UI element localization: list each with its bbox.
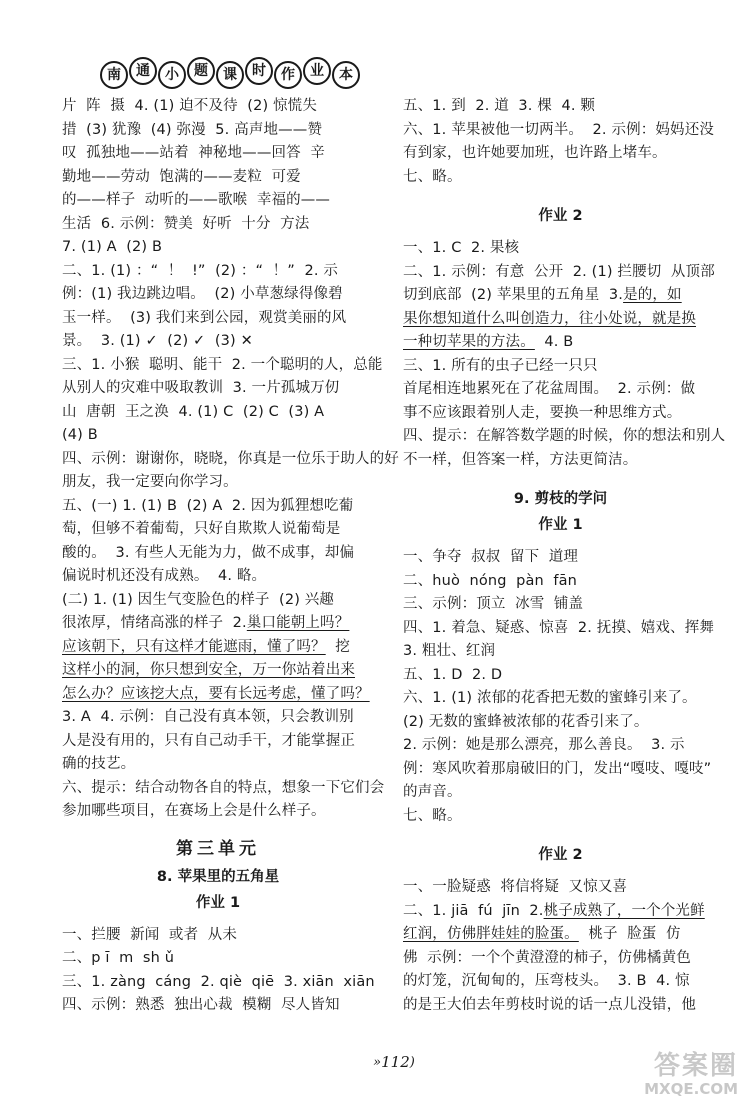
answer-line: 的——样子 动听的——歌喉 幸福的—— xyxy=(62,192,331,208)
answer-line: 四、示例：熟悉 独出心裁 模糊 尽人皆知 xyxy=(62,997,340,1013)
page-ornament-icon: ) xyxy=(409,1054,415,1070)
underlined-answer: 桃子成熟了，一个个光鲜 xyxy=(543,902,705,919)
answer-line: 2. 示例：她是那么漂亮，那么善良。 3. 示 xyxy=(403,737,685,753)
answer-line xyxy=(403,923,718,947)
answer-text: 二、1. jiā fú jīn 2. xyxy=(403,902,544,919)
answer-line: 萄，但够不着葡萄，只好自欺欺人说葡萄是 xyxy=(62,521,341,537)
book-series-header xyxy=(100,60,361,90)
answer-line: 六、1. (1) 浓郁的花香把无数的蜜蜂引来了。 xyxy=(403,690,697,706)
right-column xyxy=(403,95,726,1017)
underlined-answer: 怎么办？应该挖大点，要有长远考虑，懂了吗？ xyxy=(62,685,370,702)
header-char: 课 xyxy=(216,61,244,89)
answer-line: 生活 6. 示例：赞美 好听 十分 方法 xyxy=(62,215,310,232)
answer-line: 五、1. 到 2. 道 3. 棵 4. 颗 xyxy=(403,98,596,114)
answer-block xyxy=(403,95,718,189)
answer-line: 景。 3. (1) ✓ (2) ✓ (3) ✕ xyxy=(62,333,253,349)
answer-line: 例：寒风吹着那扇破旧的门，发出“嘎吱、嘎吱” xyxy=(403,760,712,777)
answer-text: 切到底部 (2) 苹果里的五角星 3. xyxy=(403,287,624,303)
answer-line: 有到家，也许她要加班，也许路上堵车。 xyxy=(403,145,667,161)
page-number-text: 112 xyxy=(381,1053,410,1071)
answer-line: (2) 无数的蜜蜂被浓郁的花香引来了。 xyxy=(403,713,649,730)
answer-line: 山 唐朝 王之涣 4. (1) C (2) C (3) A xyxy=(62,403,325,420)
answer-text: 很浓厚，情绪高涨的样子 2. xyxy=(62,615,247,631)
answer-line: 三、1. 小猴 聪明、能干 2. 一个聪明的人，总能 xyxy=(62,356,383,373)
answer-block xyxy=(403,546,718,828)
answer-text: 桃子 脸蛋 仿 xyxy=(578,926,681,942)
answer-text: 挖 xyxy=(325,638,350,655)
homework-title: 作业 2 xyxy=(538,208,583,224)
watermark xyxy=(608,1052,738,1102)
answer-line: 一、拦腰 新闻 或者 从未 xyxy=(62,926,238,943)
answer-line: 例：(1) 我边跳边唱。 (2) 小草葱绿得像碧 xyxy=(62,286,343,302)
underlined-answer: 巢口能朝上吗？ xyxy=(246,615,350,631)
underlined-answer: 果你想知道什么叫创造力，往小处说，就是换 xyxy=(403,310,696,327)
answer-line: 七、略。 xyxy=(403,168,462,185)
answer-line xyxy=(403,331,718,355)
answer-line xyxy=(62,612,374,636)
answer-block xyxy=(403,876,718,900)
answer-line: 片 阵 摄 4. (1) 迫不及待 (2) 惊慌失 xyxy=(62,98,317,114)
answer-line: 一、一脸疑惑 将信将疑 又惊又喜 xyxy=(403,879,628,895)
answer-line: 四、示例：谢谢你，晓晓，你真是一位乐于助人的好 xyxy=(62,450,399,467)
header-char: 时 xyxy=(245,57,273,85)
underlined-answer: 一种切苹果的方法。 xyxy=(403,334,535,350)
answer-line: 三、示例：顶立 冰雪 铺盖 xyxy=(403,596,584,612)
answer-line: 首尾相连地累死在了花盆周围。 2. 示例：做 xyxy=(403,381,696,397)
answer-line: 叹 孤独地——站着 神秘地——回答 辛 xyxy=(62,145,325,161)
answer-line: 佛 示例：一个个黄澄澄的柿子，仿佛橘黄色 xyxy=(403,949,691,966)
homework-title: 作业 1 xyxy=(538,517,583,533)
answer-line: 参加哪些项目，在赛场上会是什么样子。 xyxy=(62,803,326,819)
answer-line: 3. A 4. 示例：自己没有真本领，只会教训别 xyxy=(62,709,354,725)
answer-block xyxy=(403,237,718,284)
answer-line xyxy=(403,284,718,308)
answer-line: 勤地——劳动 饱满的——麦粒 可爱 xyxy=(62,168,301,185)
header-char: 小 xyxy=(158,61,186,89)
answer-line: 玉一样。 (3) 我们来到公园，观赏美丽的风 xyxy=(62,309,347,326)
answer-line: 3. 粗壮、红润 xyxy=(403,643,496,659)
unit-title: 第三单元 xyxy=(176,838,260,859)
answer-block xyxy=(403,947,718,1018)
answer-block xyxy=(62,706,385,824)
answer-line: 二、1. 示例：有意 公开 2. (1) 拦腰切 从顶部 xyxy=(403,263,715,280)
header-char: 通 xyxy=(129,57,157,85)
underlined-answer: 是的，如 xyxy=(623,287,682,303)
answer-line: 的是王大伯去年剪枝时说的话一点儿没错，他 xyxy=(403,996,696,1013)
header-char: 南 xyxy=(100,61,128,89)
answer-line: 人是没有用的，只有自己动手干，才能掌握正 xyxy=(62,732,355,749)
answer-line: 二、1. (1) ：“ ！ !” (2) ：“ ！” 2. 示 xyxy=(62,262,339,279)
answer-line: 朋友，我一定要向你学习。 xyxy=(62,474,238,490)
lesson-title: 9. 剪枝的学问 xyxy=(513,491,608,507)
answer-line: 六、1. 苹果被他一切两半。 2. 示例：妈妈还没 xyxy=(403,121,715,138)
answer-line: 从别人的灾难中吸取教训 3. 一片孤城万仞 xyxy=(62,380,340,396)
answer-line: 偏说时机还没有成熟。 4. 略。 xyxy=(62,568,267,584)
header-char: 业 xyxy=(303,57,331,85)
lesson-title: 8. 苹果里的五角星 xyxy=(156,868,280,885)
answer-line: 7. (1) A (2) B xyxy=(62,239,163,255)
underlined-answer: 红润，仿佛胖娃娃的脸蛋。 xyxy=(403,926,579,942)
page-number xyxy=(362,1048,426,1076)
header-char: 题 xyxy=(187,57,215,85)
answer-line: (4) B xyxy=(62,427,98,443)
answer-line: 一、1. C 2. 果核 xyxy=(403,240,520,256)
watermark-site: MXQE.COM xyxy=(644,1080,738,1098)
answer-line: 七、略。 xyxy=(403,807,462,824)
answer-line: 三、1. zàng cáng 2. qiè qiē 3. xiān xiān xyxy=(62,973,375,990)
answer-line: 五、(一) 1. (1) B (2) A 2. 因为狐狸想吃葡 xyxy=(62,497,354,514)
answer-line: 三、1. 所有的虫子已经一只只 xyxy=(403,357,598,374)
answer-line: 事不应该跟着别人走，要换一种思维方式。 xyxy=(403,404,682,421)
answer-line xyxy=(403,308,718,332)
homework-title: 作业 1 xyxy=(195,894,241,911)
answer-text: 4. B xyxy=(534,334,574,350)
watermark-text: 答案圈 xyxy=(653,1051,738,1081)
answer-line: 四、提示：在解答数学题的时候，你的想法和别人 xyxy=(403,428,726,444)
underlined-answer: 这样小的洞，你只想到安全，万一你站着出来 xyxy=(62,662,355,678)
answer-line: 的灯笼，沉甸甸的，压弯枝头。 3. B 4. 惊 xyxy=(403,973,690,989)
answer-block xyxy=(403,355,726,473)
answer-line xyxy=(62,659,374,683)
answer-block xyxy=(62,924,374,1018)
answer-line: 二、huò nóng pàn fān xyxy=(403,572,577,589)
answer-line: 二、p ī m sh ǔ xyxy=(62,950,175,966)
answer-line xyxy=(62,636,374,660)
answer-line xyxy=(403,900,718,924)
answer-line: 不一样，但答案一样，方法更简洁。 xyxy=(403,451,638,468)
answer-line: 一、争夺 叔叔 留下 道理 xyxy=(403,549,579,565)
answer-line: 四、1. 着急、疑惑、惊喜 2. 抚摸、嬉戏、挥舞 xyxy=(403,619,715,636)
answer-line: (二) 1. (1) 因生气变脸色的样子 (2) 兴趣 xyxy=(62,591,335,608)
answer-line: 五、1. D 2. D xyxy=(403,666,503,683)
homework-title: 作业 2 xyxy=(538,847,583,863)
answer-line: 六、提示：结合动物各自的特点，想象一下它们会 xyxy=(62,779,385,796)
answer-line xyxy=(62,683,374,707)
header-char: 作 xyxy=(274,61,302,89)
header-char: 本 xyxy=(332,61,360,89)
answer-line: 酸的。 3. 有些人无能为力，做不成事，却偏 xyxy=(62,544,355,561)
answer-line: 措 (3) 犹豫 (4) 弥漫 5. 高声地——赞 xyxy=(62,121,323,138)
underlined-answer: 应该朝下，只有这样才能遮雨，懂了吗？ xyxy=(62,638,326,655)
answer-line: 的声音。 xyxy=(403,784,462,800)
answer-block xyxy=(62,95,399,612)
left-column xyxy=(62,95,399,1018)
page-ornament-icon: » xyxy=(373,1054,382,1070)
answer-line: 确的技艺。 xyxy=(62,756,145,772)
